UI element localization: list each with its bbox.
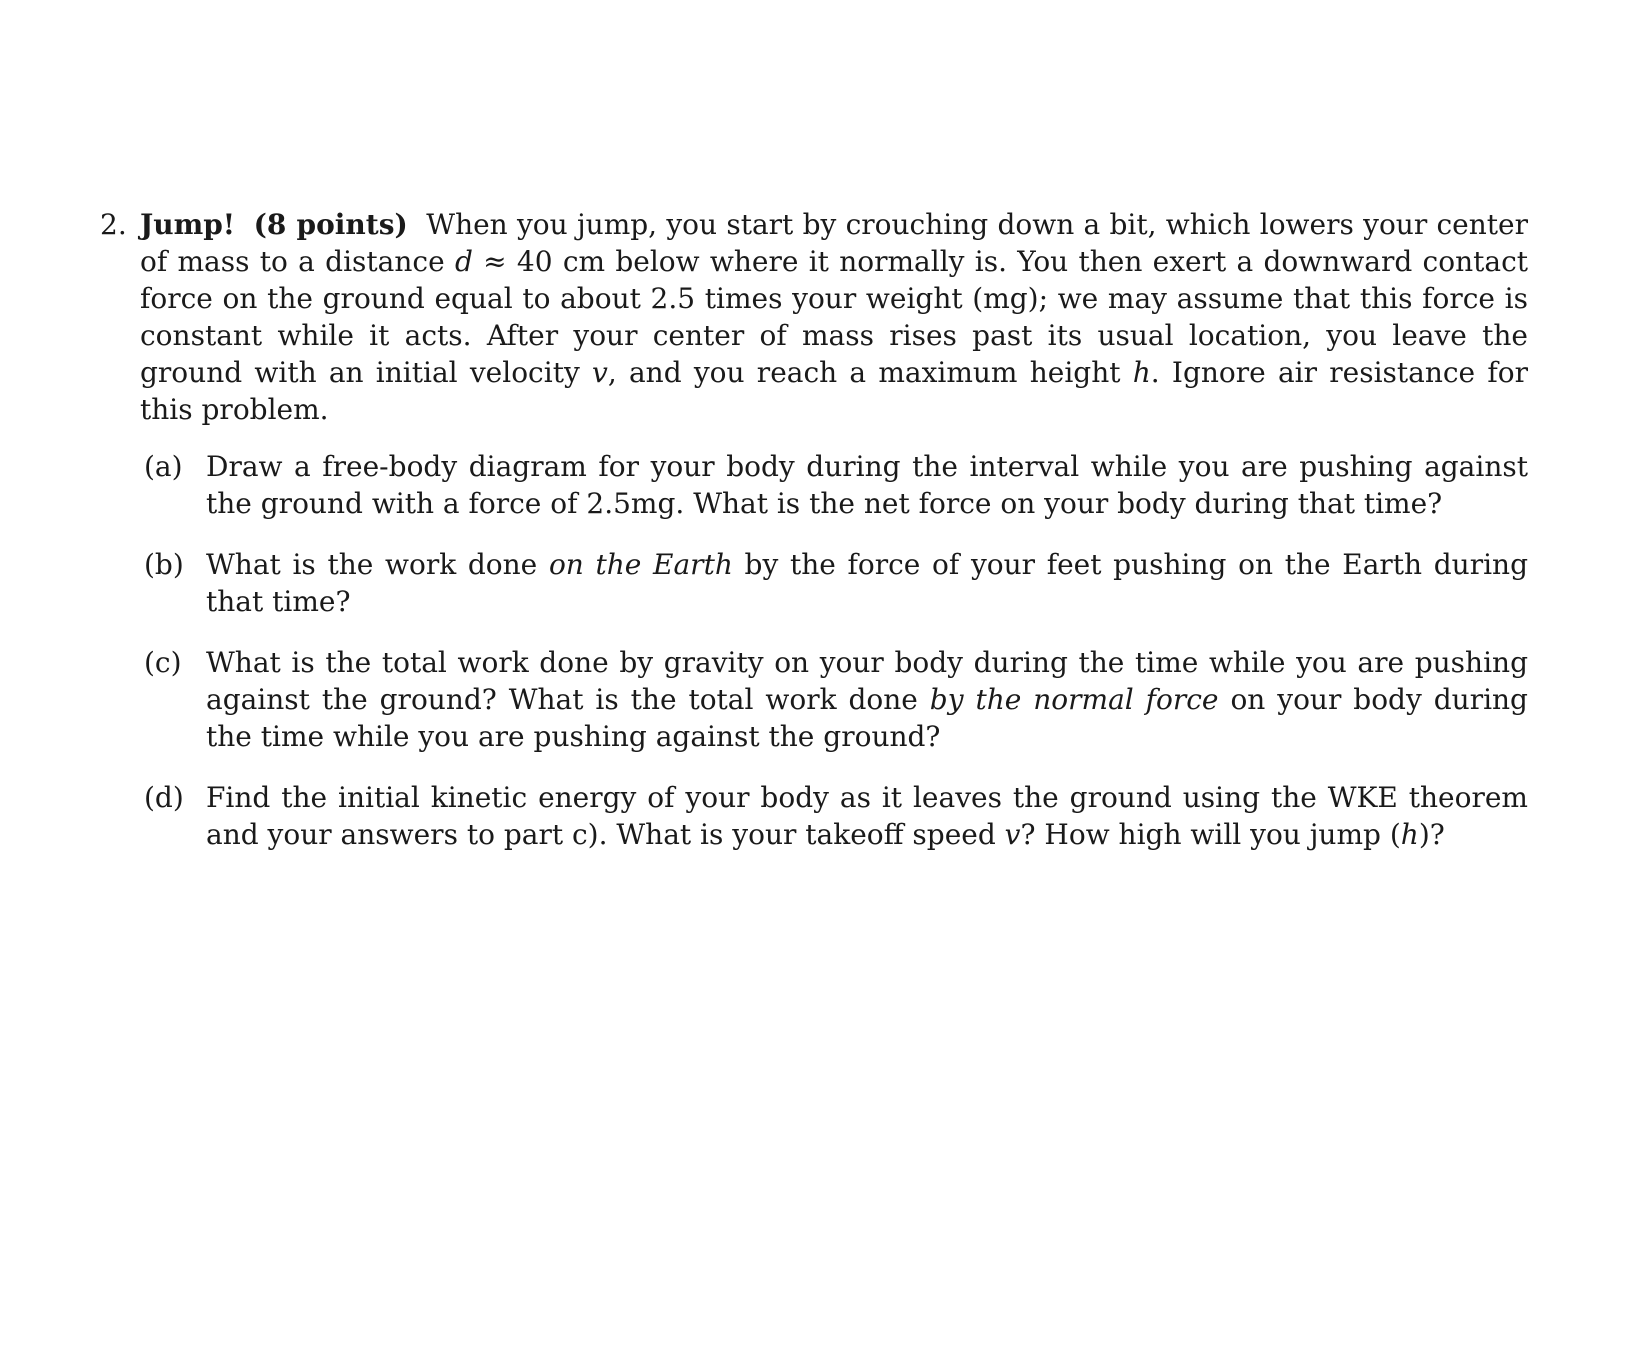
variable-h: h	[1132, 356, 1151, 389]
part-a	[144, 448, 1528, 522]
part-d-variable-v: v	[1004, 818, 1021, 851]
part-d-variable-h: h	[1400, 818, 1419, 851]
part-c	[144, 644, 1528, 755]
part-b-text-1: What is the work done	[206, 548, 549, 581]
problem-points: (8 points)	[253, 208, 408, 241]
part-c-text-2: on your body during the time while you are pushing against the ground?	[206, 683, 1528, 753]
intro-text-3: , and you reach a maximum height	[607, 356, 1133, 389]
part-c-label: (c)	[144, 646, 182, 679]
part-a-text: Draw a free-body diagram for your body during the interval while you are pushing against the ground with a force of 2.5mg. What is the net force on your body during that time?	[206, 450, 1528, 520]
part-d-text	[206, 779, 1528, 853]
part-c-emphasis: by the normal force	[929, 683, 1219, 716]
intro-text-2: ≈ 40 cm below where it normally is. You then exert a downward contact force on the ground equal to about 2.5 times your weight (mg); we may assume that this force is constant while it acts. After your center of mass rises past its usual location, you leave the ground with an initial velocity	[140, 245, 1528, 389]
part-d	[144, 779, 1528, 853]
problem-title: Jump!	[140, 208, 236, 241]
part-d-text-3: )?	[1418, 818, 1445, 851]
part-b-emphasis: on the Earth	[548, 548, 733, 581]
intro-text-4: . Ignore air resistance for this problem.	[140, 356, 1528, 426]
part-b-label: (b)	[144, 548, 184, 581]
part-d-text-1: Find the initial kinetic energy of your body as it leaves the ground using the WKE theorem and your answers to part c). What is your takeoff speed	[206, 781, 1528, 851]
part-d-text-2: ? How high will you jump (	[1020, 818, 1401, 851]
intro-text-1: When you jump, you start by crouching down a bit, which lowers your center of mass to a distance	[140, 208, 1528, 278]
problem-header	[100, 206, 1528, 428]
problem-statement	[140, 206, 1528, 428]
problem-number: 2.	[100, 208, 127, 241]
part-b-text	[206, 546, 1528, 620]
problem-parts	[144, 448, 1528, 853]
part-c-text-1: What is the total work done by gravity on your body during the time while you are pushing against the ground? What is the total work done	[206, 646, 1528, 716]
part-d-label: (d)	[144, 781, 184, 814]
part-a-label: (a)	[144, 450, 183, 483]
problem-2	[100, 206, 1528, 877]
variable-v: v	[592, 356, 608, 389]
part-b-text-2: by the force of your feet pushing on the Earth during that time?	[206, 548, 1528, 618]
part-c-text	[206, 644, 1528, 755]
variable-d: d	[454, 245, 473, 278]
part-b	[144, 546, 1528, 620]
